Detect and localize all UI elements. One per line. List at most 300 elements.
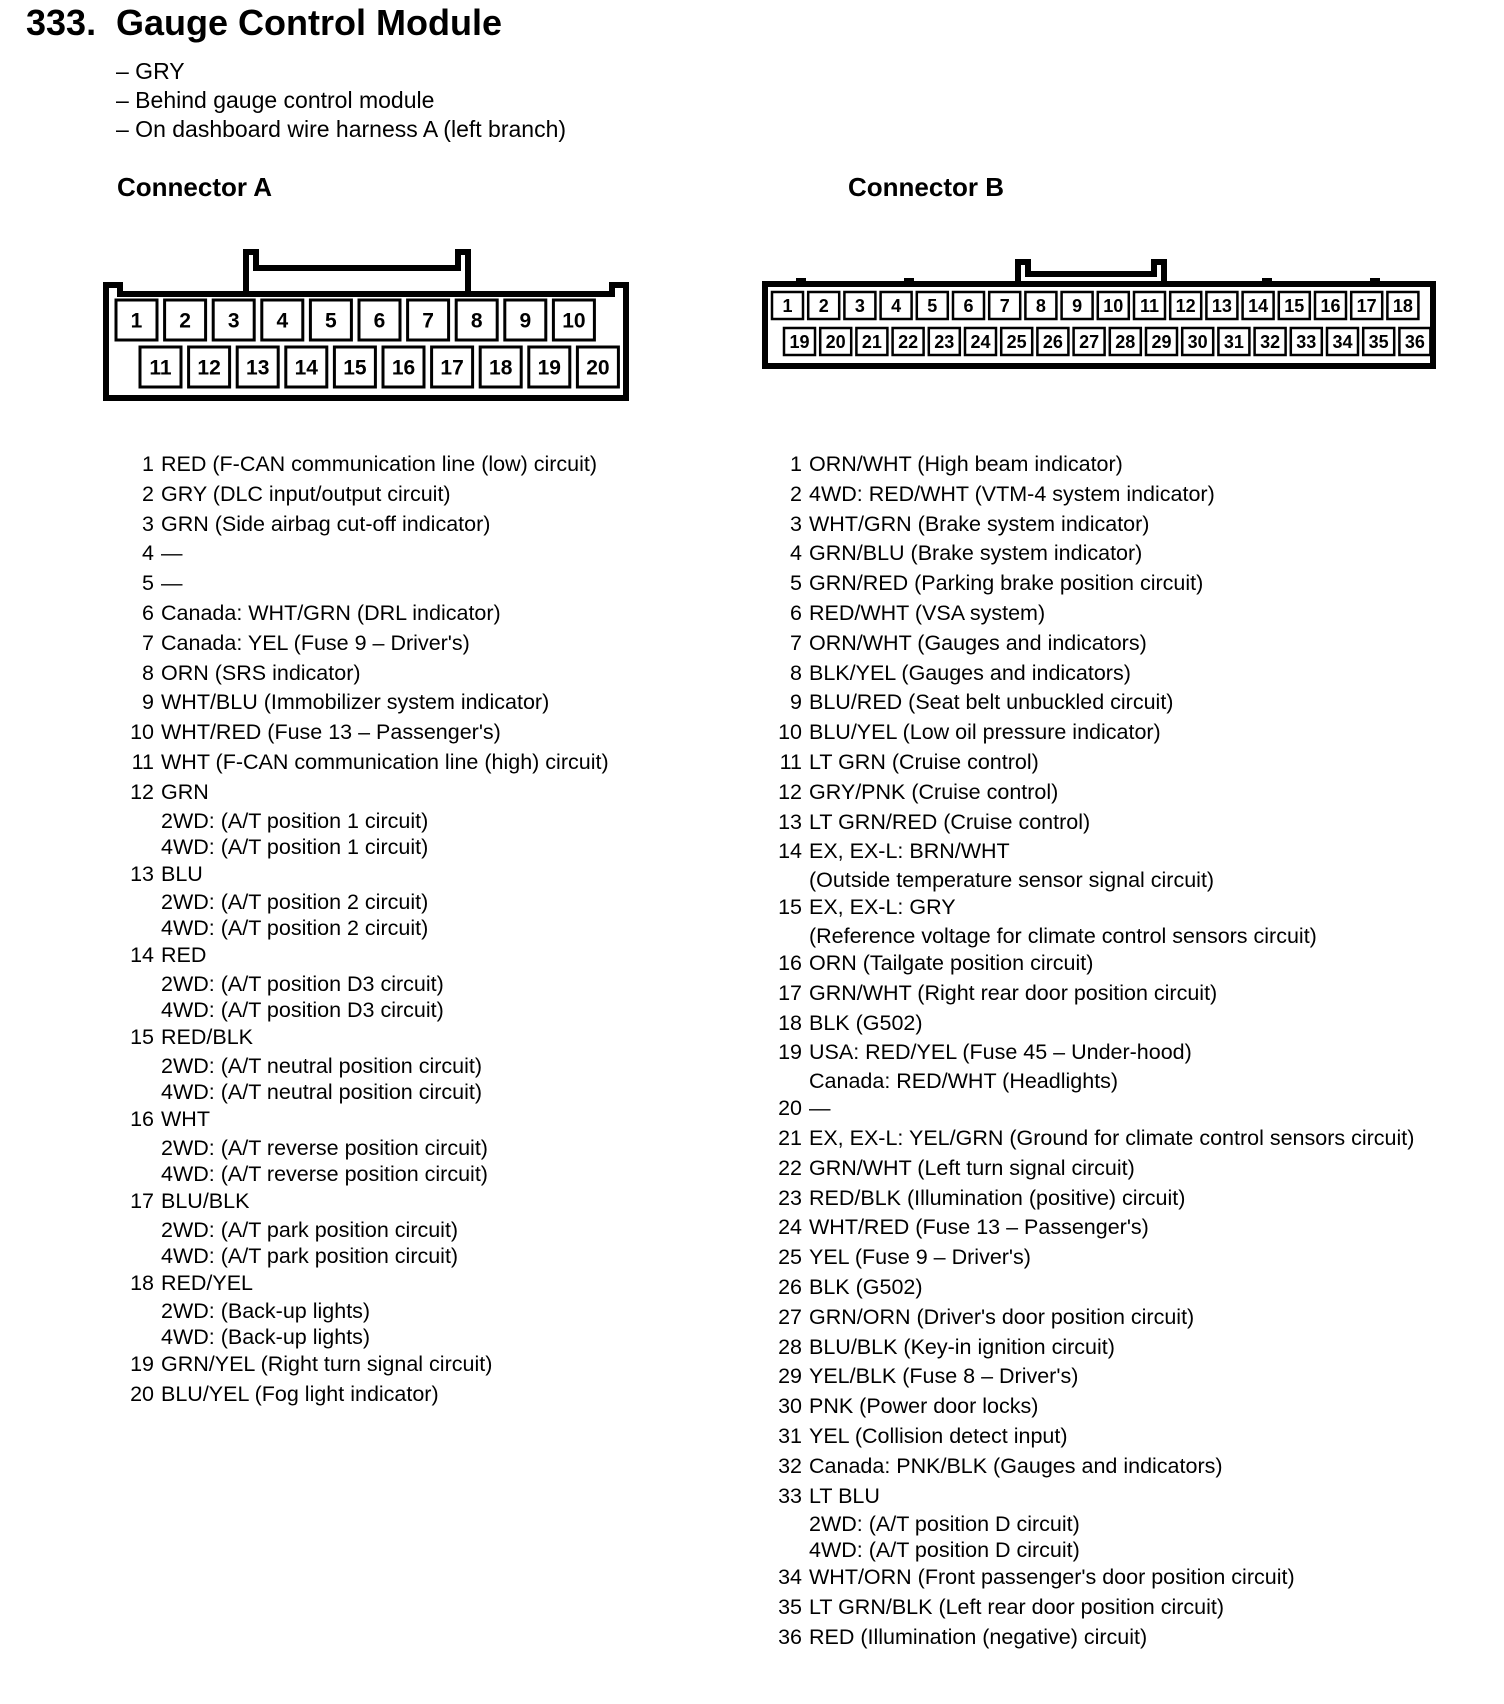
pin-wire: ORN (Tailgate position circuit) bbox=[809, 950, 1094, 975]
pin-wire: GRN (Side airbag cut-off indicator) bbox=[161, 511, 491, 536]
pin-label: 5 bbox=[927, 296, 938, 316]
pin-number: 28 bbox=[778, 1334, 802, 1359]
pin-entry bbox=[118, 1023, 609, 1105]
pin-wire: GRN/ORN (Driver's door position circuit) bbox=[809, 1304, 1195, 1329]
pin-wire: WHT/RED (Fuse 13 – Passenger's) bbox=[809, 1215, 1149, 1240]
pin-description bbox=[809, 1303, 1194, 1333]
pin-entry bbox=[766, 1482, 1414, 1564]
pin-label: 4 bbox=[276, 309, 289, 333]
pin-label: 16 bbox=[391, 356, 416, 380]
pin-number: 5 bbox=[790, 571, 802, 596]
pin-label: 18 bbox=[489, 356, 513, 380]
pin-description bbox=[809, 1213, 1149, 1243]
pin-number: 5 bbox=[142, 571, 154, 596]
pin-entry bbox=[766, 1038, 1414, 1094]
pin-description bbox=[161, 1380, 439, 1410]
pin-description bbox=[809, 808, 1090, 838]
pin-number: 30 bbox=[778, 1394, 802, 1419]
pin-label: 21 bbox=[861, 332, 882, 352]
pin-entry bbox=[766, 1452, 1414, 1482]
pin-label: 11 bbox=[1139, 296, 1160, 316]
pin-wire: WHT/ORN (Front passenger's door position circuit) bbox=[809, 1565, 1295, 1590]
pin-label: 7 bbox=[999, 296, 1010, 316]
pin-label: 28 bbox=[1115, 332, 1136, 352]
pin-number: 16 bbox=[130, 1106, 154, 1131]
pin-label: 17 bbox=[1356, 296, 1377, 316]
pin-description bbox=[809, 1184, 1185, 1214]
pin-entry bbox=[766, 450, 1414, 480]
pin-variant: 2WD: (A/T park position circuit) bbox=[161, 1217, 459, 1242]
pin-wire: LT GRN/RED (Cruise control) bbox=[809, 809, 1091, 834]
pin-label: 5 bbox=[325, 309, 337, 333]
pin-description bbox=[809, 659, 1131, 689]
pin-number: 24 bbox=[778, 1215, 802, 1240]
pin-label: 20 bbox=[825, 332, 846, 352]
pin-description bbox=[161, 480, 451, 510]
pin-wire: WHT/BLU (Immobilizer system indicator) bbox=[161, 690, 550, 715]
pin-description bbox=[161, 1187, 458, 1269]
pin-entry bbox=[118, 941, 609, 1023]
pin-label: 8 bbox=[470, 309, 483, 333]
pin-variant: 2WD: (A/T position D circuit) bbox=[809, 1512, 1080, 1537]
pin-number: 34 bbox=[778, 1565, 802, 1590]
pin-description bbox=[809, 979, 1217, 1009]
pin-label: 8 bbox=[1035, 296, 1046, 316]
pin-wire: BLK/YEL (Gauges and indicators) bbox=[809, 660, 1131, 685]
pin-number: 32 bbox=[778, 1453, 802, 1478]
pin-description bbox=[809, 1392, 1038, 1422]
page-title bbox=[26, 2, 502, 44]
pin-entry bbox=[766, 1303, 1414, 1333]
info-harness: – On dashboard wire harness A (left branch) bbox=[116, 116, 567, 142]
pin-number: 3 bbox=[142, 511, 154, 536]
pin-number: 4 bbox=[142, 541, 154, 566]
pin-entry bbox=[766, 748, 1414, 778]
pin-wire: BLU/YEL (Fog light indicator) bbox=[161, 1382, 439, 1407]
pin-entry bbox=[118, 569, 609, 599]
pin-variant: 4WD: (A/T position D3 circuit) bbox=[161, 998, 444, 1023]
pin-number: 11 bbox=[131, 749, 154, 774]
pin-description bbox=[809, 893, 1317, 949]
pin-wire: ORN (SRS indicator) bbox=[161, 660, 361, 685]
pin-variant: (Reference voltage for climate control sensors circuit) bbox=[809, 923, 1317, 948]
pin-entry bbox=[118, 860, 609, 942]
pin-label: 12 bbox=[1175, 296, 1196, 316]
pin-wire: RED/BLK bbox=[161, 1025, 254, 1050]
pin-entry bbox=[766, 629, 1414, 659]
pin-wire: PNK (Power door locks) bbox=[809, 1394, 1039, 1419]
pin-variant: 4WD: (A/T neutral position circuit) bbox=[161, 1079, 483, 1104]
pin-variant: 4WD: (A/T reverse position circuit) bbox=[161, 1161, 488, 1186]
pin-entry bbox=[118, 510, 609, 540]
pin-label: 26 bbox=[1042, 332, 1063, 352]
pin-number: 18 bbox=[778, 1010, 802, 1035]
pin-number: 9 bbox=[790, 690, 802, 715]
pin-label: 10 bbox=[562, 309, 586, 333]
pin-label: 13 bbox=[246, 356, 270, 380]
pin-entry bbox=[766, 979, 1414, 1009]
connector-latch bbox=[246, 252, 468, 294]
pin-wire: WHT/RED (Fuse 13 – Passenger's) bbox=[161, 720, 501, 745]
pin-wire: GRY/PNK (Cruise control) bbox=[809, 779, 1059, 804]
pin-entry bbox=[766, 1094, 1414, 1124]
pin-wire: RED/YEL bbox=[161, 1270, 254, 1295]
pin-entry bbox=[766, 1362, 1414, 1392]
pin-number: 1 bbox=[790, 452, 802, 476]
pin-description bbox=[809, 1243, 1031, 1273]
connector-a-diagram bbox=[100, 250, 620, 400]
pin-number: 13 bbox=[130, 861, 154, 886]
connector-b-pin-list bbox=[766, 450, 1414, 1653]
pin-wire: GRN bbox=[161, 779, 209, 804]
pin-entry bbox=[766, 1184, 1414, 1214]
pin-wire: GRN/YEL (Right turn signal circuit) bbox=[161, 1352, 493, 1377]
pin-label: 10 bbox=[1103, 296, 1124, 316]
pin-description bbox=[809, 778, 1058, 808]
pin-wire: EX, EX-L: YEL/GRN (Ground for climate control sensors circuit) bbox=[809, 1125, 1415, 1150]
pin-entry bbox=[766, 599, 1414, 629]
pin-number: 27 bbox=[778, 1304, 802, 1329]
pin-wire: BLU/BLK (Key-in ignition circuit) bbox=[809, 1334, 1115, 1359]
pin-entry bbox=[118, 599, 609, 629]
pin-wire: GRN/WHT (Left turn signal circuit) bbox=[809, 1155, 1135, 1180]
housing-nub bbox=[904, 278, 914, 286]
pin-number: 31 bbox=[778, 1423, 802, 1448]
pin-description bbox=[161, 941, 444, 1023]
pin-number: 2 bbox=[142, 481, 154, 506]
pin-variant: 2WD: (A/T neutral position circuit) bbox=[161, 1053, 483, 1078]
pin-number: 20 bbox=[778, 1096, 802, 1121]
pin-wire: BLU/YEL (Low oil pressure indicator) bbox=[809, 720, 1161, 745]
pin-label: 3 bbox=[227, 309, 240, 333]
pin-variant: 4WD: (A/T park position circuit) bbox=[161, 1243, 459, 1268]
pin-description bbox=[161, 860, 428, 942]
pin-description bbox=[809, 1623, 1147, 1653]
pin-description bbox=[161, 659, 361, 689]
pin-description bbox=[161, 1269, 370, 1351]
pin-description bbox=[161, 1350, 492, 1380]
pin-entry bbox=[766, 1422, 1414, 1452]
pin-wire: LT GRN/BLK (Left rear door position circuit) bbox=[809, 1595, 1225, 1620]
pin-entry bbox=[766, 480, 1414, 510]
pin-description bbox=[161, 539, 183, 569]
pin-number: 36 bbox=[778, 1624, 802, 1649]
pin-number: 9 bbox=[142, 690, 154, 715]
pin-label: 19 bbox=[537, 356, 561, 380]
pin-label: 15 bbox=[343, 356, 367, 380]
pin-wire: RED/BLK (Illumination (positive) circuit) bbox=[809, 1185, 1186, 1210]
pin-wire: RED/WHT (VSA system) bbox=[809, 600, 1046, 625]
pin-variant: 4WD: (A/T position 2 circuit) bbox=[161, 916, 429, 941]
pin-number: 29 bbox=[778, 1364, 802, 1389]
pin-wire: USA: RED/YEL (Fuse 45 – Under-hood) bbox=[809, 1040, 1192, 1065]
pin-entry bbox=[766, 510, 1414, 540]
pin-description bbox=[161, 510, 490, 540]
pin-label: 30 bbox=[1187, 332, 1208, 352]
pin-label: 1 bbox=[782, 296, 793, 316]
pin-entry bbox=[766, 778, 1414, 808]
pin-wire: 4WD: RED/WHT (VTM-4 system indicator) bbox=[809, 481, 1215, 506]
pin-number: 35 bbox=[778, 1595, 802, 1620]
pin-number: 3 bbox=[790, 511, 802, 536]
pin-entry bbox=[766, 718, 1414, 748]
pin-description bbox=[161, 688, 549, 718]
pin-variant: 4WD: (Back-up lights) bbox=[161, 1325, 371, 1350]
connector-b-diagram bbox=[762, 258, 1442, 368]
pin-label: 27 bbox=[1079, 332, 1100, 352]
pin-number: 23 bbox=[778, 1185, 802, 1210]
pin-entry bbox=[118, 1187, 609, 1269]
pin-number: 26 bbox=[778, 1274, 802, 1299]
pin-entry bbox=[766, 1009, 1414, 1039]
connector-a-title: Connector A bbox=[117, 172, 273, 202]
pin-description bbox=[809, 599, 1045, 629]
pin-number: 19 bbox=[130, 1352, 154, 1377]
pin-number: 11 bbox=[779, 749, 802, 774]
pin-description bbox=[161, 599, 501, 629]
connector-a-pin-list bbox=[118, 450, 609, 1410]
component-name: Gauge Control Module bbox=[116, 2, 502, 43]
pin-number: 21 bbox=[778, 1125, 802, 1150]
pin-entry bbox=[118, 1105, 609, 1187]
pin-wire: GRN/BLU (Brake system indicator) bbox=[809, 541, 1143, 566]
housing-nub bbox=[1262, 278, 1272, 286]
pin-label: 36 bbox=[1404, 332, 1425, 352]
pin-label: 15 bbox=[1284, 296, 1305, 316]
pin-description bbox=[809, 718, 1161, 748]
pin-entry bbox=[766, 1392, 1414, 1422]
pin-description bbox=[161, 450, 597, 480]
pin-description bbox=[809, 949, 1093, 979]
pin-wire: BLU/RED (Seat belt unbuckled circuit) bbox=[809, 690, 1174, 715]
pin-entry bbox=[118, 659, 609, 689]
pin-wire: Canada: YEL (Fuse 9 – Driver's) bbox=[161, 630, 470, 655]
pin-label: 6 bbox=[373, 309, 386, 333]
pin-description bbox=[809, 1563, 1295, 1593]
pin-description bbox=[809, 1094, 831, 1124]
pin-label: 22 bbox=[898, 332, 919, 352]
pin-entry bbox=[118, 688, 609, 718]
pin-label: 29 bbox=[1151, 332, 1172, 352]
connector-b-title: Connector B bbox=[848, 172, 1004, 202]
pin-wire: LT GRN (Cruise control) bbox=[809, 749, 1039, 774]
pin-description bbox=[809, 1124, 1414, 1154]
pin-number: 1 bbox=[142, 452, 154, 476]
pin-description bbox=[809, 629, 1147, 659]
pin-wire: BLK (G502) bbox=[809, 1274, 923, 1299]
info-color: – GRY bbox=[116, 58, 185, 84]
pin-entry bbox=[766, 1154, 1414, 1184]
pin-wire: Canada: WHT/GRN (DRL indicator) bbox=[161, 600, 501, 625]
pin-label: 2 bbox=[179, 309, 191, 333]
pin-entry bbox=[766, 1563, 1414, 1593]
pin-entry bbox=[766, 659, 1414, 689]
pin-variant: 4WD: (A/T position 1 circuit) bbox=[161, 834, 429, 859]
pin-wire: YEL/BLK (Fuse 8 – Driver's) bbox=[809, 1364, 1079, 1389]
pin-wire: ORN/WHT (Gauges and indicators) bbox=[809, 630, 1147, 655]
pin-label: 25 bbox=[1006, 332, 1027, 352]
pin-number: 15 bbox=[130, 1025, 154, 1050]
pin-label: 11 bbox=[149, 356, 172, 380]
pin-number: 6 bbox=[790, 600, 802, 625]
pin-label: 16 bbox=[1320, 296, 1341, 316]
pin-description bbox=[809, 450, 1123, 480]
pin-label: 2 bbox=[818, 296, 829, 316]
pin-number: 12 bbox=[130, 779, 154, 804]
pin-wire: — bbox=[161, 541, 183, 566]
pin-description bbox=[809, 1038, 1192, 1094]
pin-number: 20 bbox=[130, 1382, 154, 1407]
pin-entry bbox=[118, 450, 609, 480]
pin-wire: RED (F-CAN communication line (low) circuit) bbox=[161, 452, 598, 476]
pin-number: 8 bbox=[142, 660, 154, 685]
pin-number: 14 bbox=[130, 943, 154, 968]
pin-label: 32 bbox=[1260, 332, 1281, 352]
pin-label: 13 bbox=[1211, 296, 1232, 316]
pin-variant: 2WD: (Back-up lights) bbox=[161, 1299, 371, 1324]
pin-wire: WHT/GRN (Brake system indicator) bbox=[809, 511, 1150, 536]
pin-label: 35 bbox=[1368, 332, 1389, 352]
pin-wire: GRY (DLC input/output circuit) bbox=[161, 481, 451, 506]
pin-description bbox=[161, 569, 183, 599]
pin-number: 15 bbox=[778, 895, 802, 920]
pin-wire: BLU/BLK bbox=[161, 1188, 250, 1213]
pin-label: 4 bbox=[891, 296, 902, 316]
pin-entry bbox=[766, 569, 1414, 599]
pin-entry bbox=[118, 748, 609, 778]
pin-description bbox=[809, 688, 1173, 718]
pin-number: 22 bbox=[778, 1155, 802, 1180]
pin-label: 18 bbox=[1392, 296, 1413, 316]
pin-number: 17 bbox=[130, 1188, 154, 1213]
pin-wire: BLK (G502) bbox=[809, 1010, 923, 1035]
pin-wire: Canada: PNK/BLK (Gauges and indicators) bbox=[809, 1453, 1223, 1478]
pin-entry bbox=[118, 1269, 609, 1351]
pin-entry bbox=[118, 629, 609, 659]
pin-entry bbox=[766, 1124, 1414, 1154]
pin-entry bbox=[766, 808, 1414, 838]
pin-number: 4 bbox=[790, 541, 802, 566]
pin-entry bbox=[766, 837, 1414, 893]
pin-label: 3 bbox=[854, 296, 865, 316]
pin-label: 9 bbox=[1072, 296, 1083, 316]
pin-number: 6 bbox=[142, 600, 154, 625]
pin-description bbox=[809, 569, 1203, 599]
pin-label: 20 bbox=[586, 356, 610, 380]
pin-number: 14 bbox=[778, 839, 802, 864]
pin-entry bbox=[766, 539, 1414, 569]
housing-nub bbox=[1370, 278, 1380, 286]
pin-number: 16 bbox=[778, 950, 802, 975]
pin-variant: 2WD: (A/T reverse position circuit) bbox=[161, 1135, 488, 1160]
pin-description bbox=[809, 1362, 1078, 1392]
pin-label: 12 bbox=[197, 356, 221, 380]
pin-number: 2 bbox=[790, 481, 802, 506]
pin-entry bbox=[766, 1593, 1414, 1623]
pin-entry bbox=[118, 539, 609, 569]
pin-number: 7 bbox=[142, 630, 154, 655]
pin-entry bbox=[118, 1350, 609, 1380]
pin-entry bbox=[118, 480, 609, 510]
pin-description bbox=[161, 629, 470, 659]
pin-wire: EX, EX-L: GRY bbox=[809, 895, 956, 920]
pin-number: 8 bbox=[790, 660, 802, 685]
pin-entry bbox=[766, 1333, 1414, 1363]
pin-number: 10 bbox=[778, 720, 802, 745]
pin-description bbox=[161, 748, 609, 778]
pin-entry bbox=[118, 778, 609, 860]
pin-entry bbox=[766, 893, 1414, 949]
pin-wire: WHT (F-CAN communication line (high) circuit) bbox=[161, 749, 609, 774]
pin-description bbox=[161, 718, 501, 748]
pin-wire: YEL (Collision detect input) bbox=[809, 1423, 1068, 1448]
pin-number: 33 bbox=[778, 1483, 802, 1508]
pin-variant: (Outside temperature sensor signal circuit) bbox=[809, 868, 1215, 893]
pin-number: 18 bbox=[130, 1270, 154, 1295]
pin-entry bbox=[766, 1623, 1414, 1653]
pin-description bbox=[809, 1273, 923, 1303]
pin-entry bbox=[118, 718, 609, 748]
pin-label: 23 bbox=[934, 332, 955, 352]
pin-wire: GRN/WHT (Right rear door position circuit) bbox=[809, 980, 1218, 1005]
pin-number: 12 bbox=[778, 779, 802, 804]
pin-label: 14 bbox=[294, 356, 318, 380]
pin-label: 7 bbox=[422, 309, 434, 333]
pin-description bbox=[809, 480, 1215, 510]
pin-entry bbox=[766, 949, 1414, 979]
pin-description bbox=[809, 1333, 1115, 1363]
pin-label: 14 bbox=[1248, 296, 1269, 316]
pin-variant: Canada: RED/WHT (Headlights) bbox=[809, 1069, 1119, 1094]
pin-label: 34 bbox=[1332, 332, 1353, 352]
pin-entry bbox=[766, 688, 1414, 718]
pin-description bbox=[809, 1154, 1135, 1184]
pin-variant: 4WD: (A/T position D circuit) bbox=[809, 1538, 1080, 1563]
pin-variant: 2WD: (A/T position 2 circuit) bbox=[161, 890, 429, 915]
pin-number: 19 bbox=[778, 1040, 802, 1065]
pin-entry bbox=[118, 1380, 609, 1410]
pin-wire: YEL (Fuse 9 – Driver's) bbox=[809, 1245, 1031, 1270]
pin-number: 10 bbox=[130, 720, 154, 745]
pin-wire: ORN/WHT (High beam indicator) bbox=[809, 452, 1123, 476]
pin-description bbox=[809, 837, 1214, 893]
pin-number: 13 bbox=[778, 809, 802, 834]
pin-description bbox=[809, 1452, 1223, 1482]
pin-wire: BLU bbox=[161, 861, 203, 886]
pin-wire: GRN/RED (Parking brake position circuit) bbox=[809, 571, 1204, 596]
pin-description bbox=[809, 1482, 1080, 1564]
pin-label: 19 bbox=[789, 332, 810, 352]
pin-number: 25 bbox=[778, 1245, 802, 1270]
pin-wire: WHT bbox=[161, 1106, 210, 1131]
pin-wire: LT BLU bbox=[809, 1483, 880, 1508]
pin-variant: 2WD: (A/T position D3 circuit) bbox=[161, 972, 444, 997]
pin-description bbox=[809, 539, 1142, 569]
component-number: 333. bbox=[26, 2, 97, 43]
pin-description bbox=[809, 1009, 923, 1039]
pin-description bbox=[809, 1593, 1224, 1623]
pin-wire: — bbox=[809, 1096, 831, 1121]
pin-label: 17 bbox=[440, 356, 464, 380]
pin-description bbox=[809, 748, 1039, 778]
pin-wire: RED (Illumination (negative) circuit) bbox=[809, 1624, 1148, 1649]
housing-nub bbox=[796, 278, 806, 286]
pin-label: 1 bbox=[130, 309, 143, 333]
pin-description bbox=[809, 510, 1149, 540]
pin-wire: — bbox=[161, 571, 183, 596]
pin-description bbox=[161, 1023, 482, 1105]
pin-label: 24 bbox=[970, 332, 991, 352]
